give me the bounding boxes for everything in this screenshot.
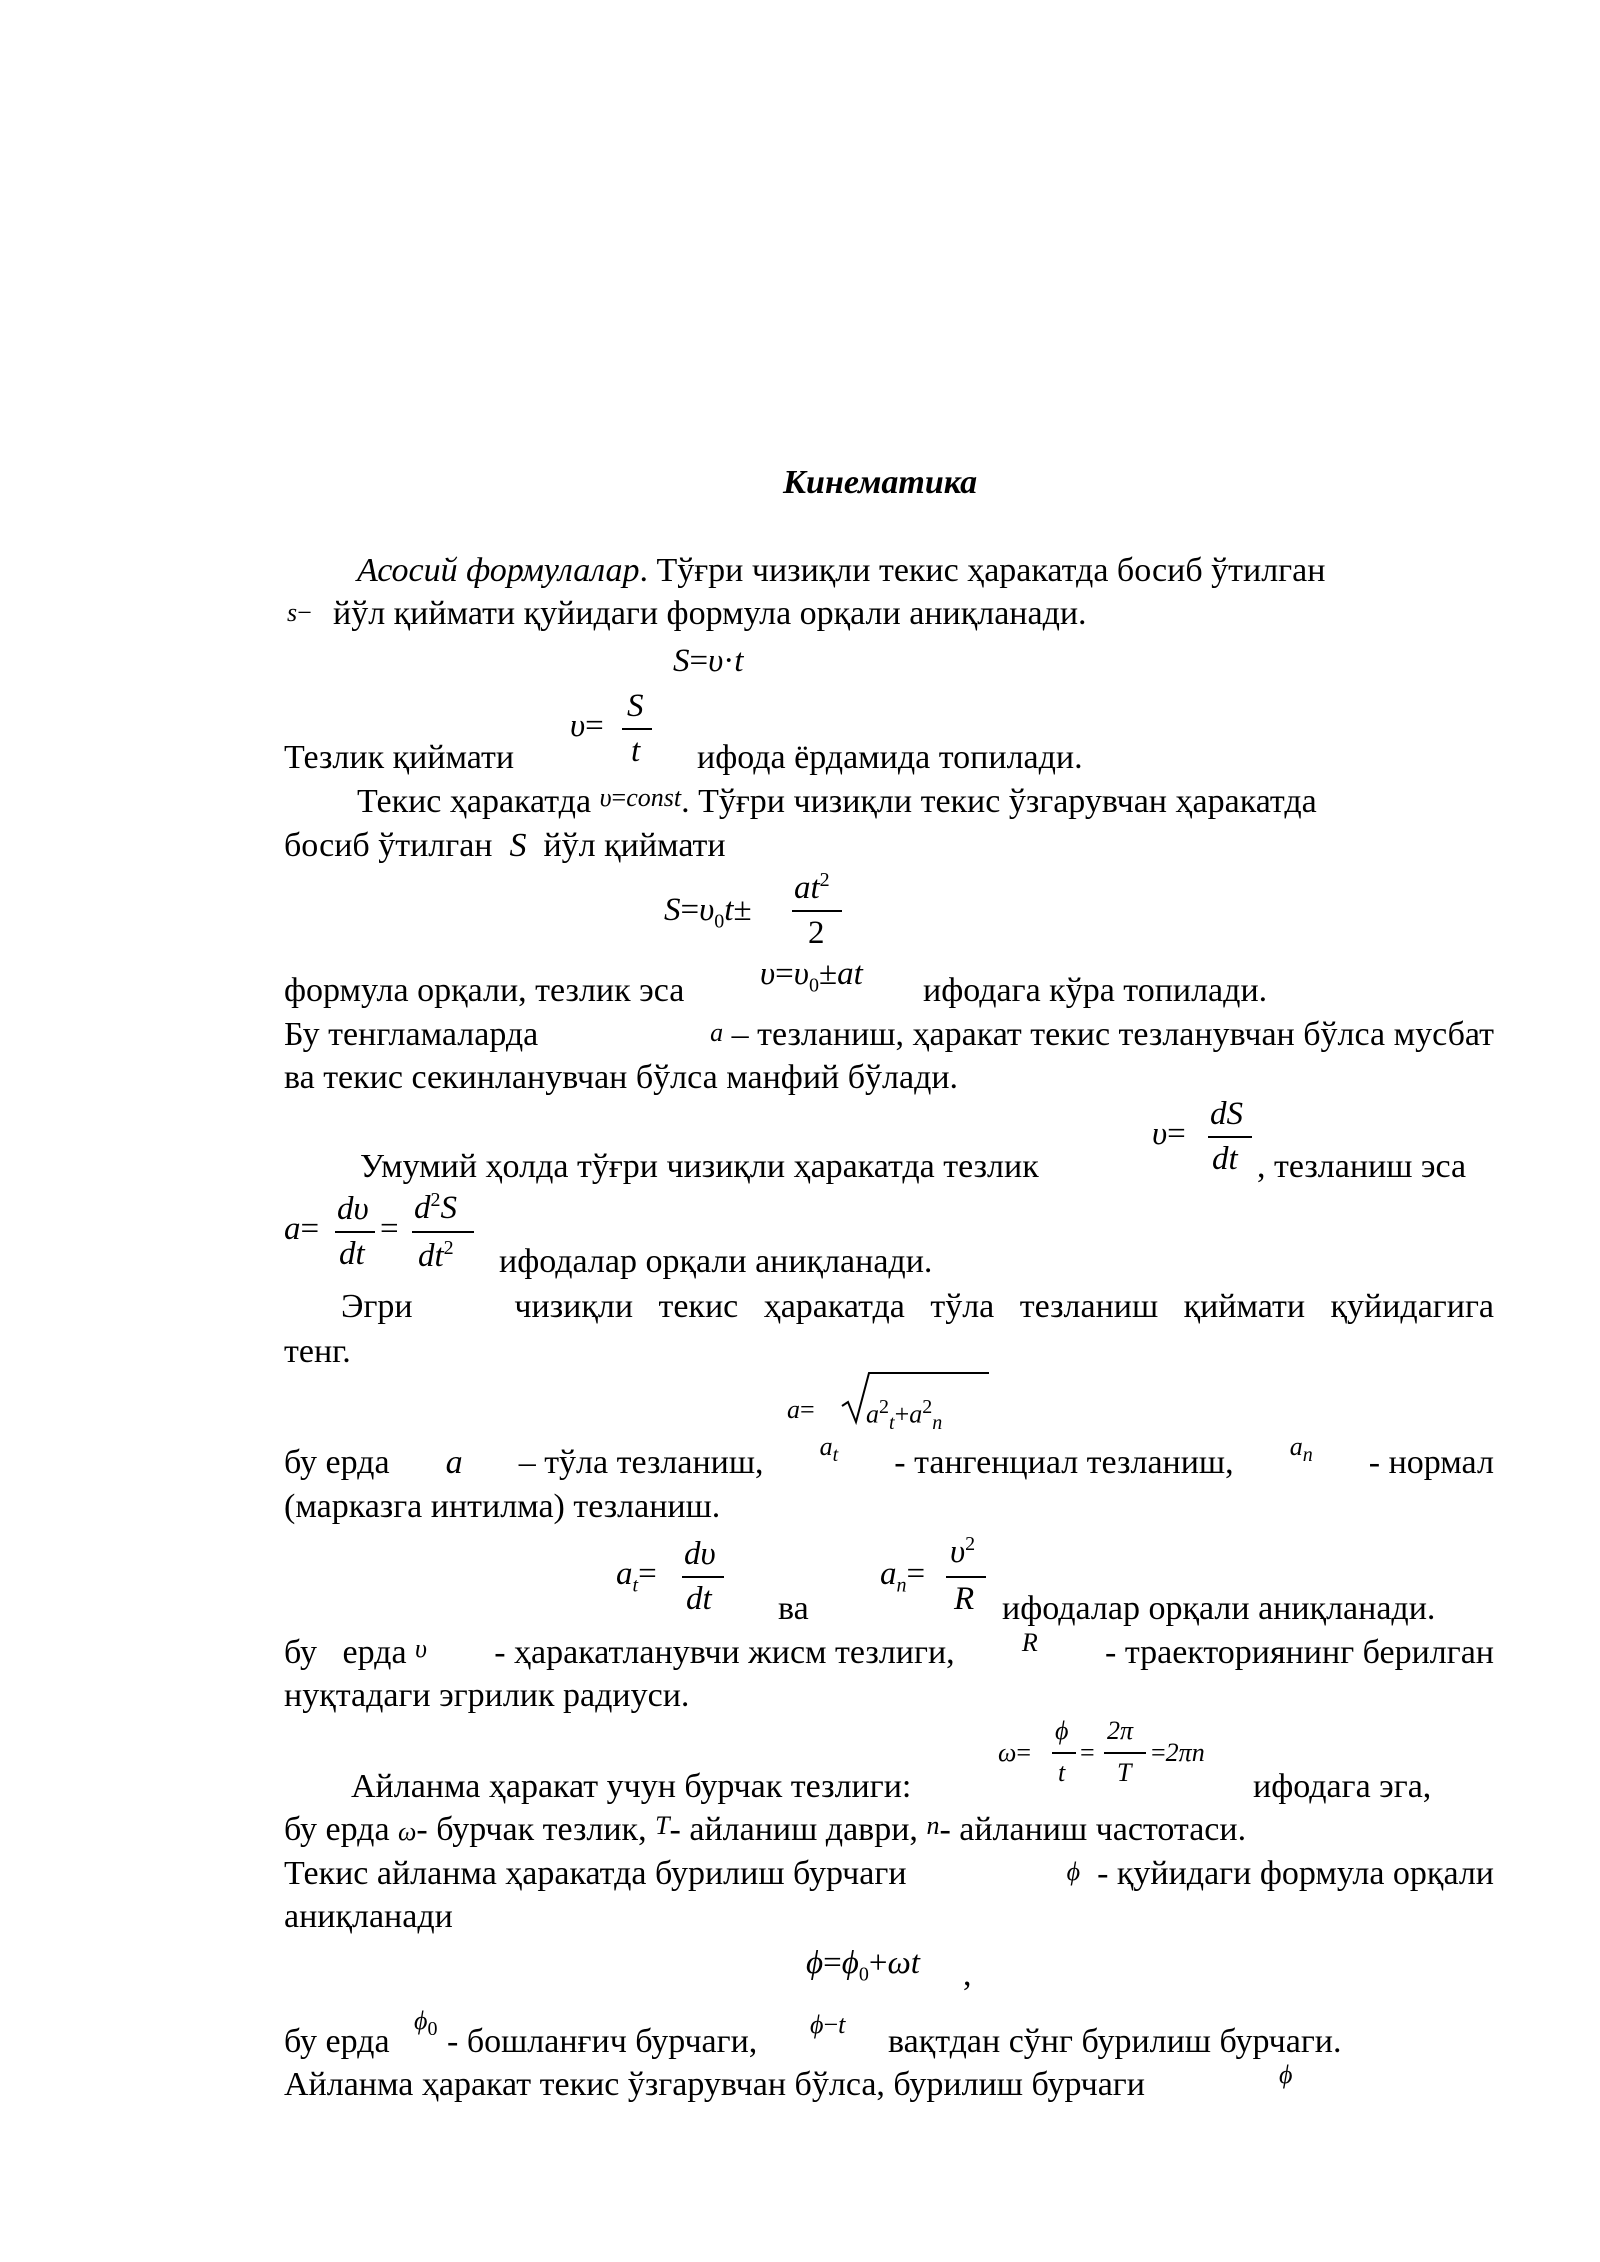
accel-line2: ва текис секинланувчан бўлса манфий бўлади. (284, 1059, 959, 1096)
fraction-bar (622, 728, 652, 730)
phi-line2: аниқланади (284, 1898, 453, 1935)
where-phi-t3: вақтдан сўнг бурилиш бурчаги. (888, 2023, 1342, 2060)
formula-v-ds-dt-eq: υ= (1152, 1116, 1186, 1152)
where-a-line (284, 1432, 1494, 1481)
symbol-s: s− (287, 598, 312, 627)
accel-before: Бу тенгламаларда (284, 1016, 539, 1053)
uniform-line2: босиб ўтилган S йўл қиймати (284, 827, 726, 864)
last-line: Айланма ҳаракат текис ўзгарувчан бўлса, бурилиш бурчаги (284, 2066, 1145, 2103)
para1-text: . Тўғри чизиқли текис ҳаракатда босиб ўтилган (639, 552, 1326, 589)
symbol-phi-last: ϕ (1279, 2060, 1293, 2089)
an-after: ифодалар орқали аниқланади. (1002, 1590, 1436, 1627)
formula-an-num: $\upsilon^2$ (950, 1533, 976, 1570)
symbol-R: R (1021, 1628, 1038, 1657)
symbol-v: υ (415, 1634, 427, 1663)
formula-at2-den: 2 (808, 915, 825, 951)
uniform-line (284, 785, 1494, 819)
page-title: Кинематика (783, 464, 978, 501)
formula-dv-den: dt (339, 1236, 365, 1272)
symbol-n: n (926, 1811, 940, 1840)
formula-sqrt-body: $a^2_t+a^2_n$ (866, 1396, 943, 1434)
phi-before: Текис айланма ҳаракатда бурилиш бурчаги (284, 1855, 907, 1892)
uniform-before: Текис ҳаракатда (357, 783, 592, 820)
formula-eq3: = (1080, 1738, 1095, 1767)
symbol-T: T (655, 1811, 670, 1840)
where-v-t1: бу ерда (284, 1634, 407, 1671)
formula-at-den: dt (686, 1581, 712, 1617)
formula-d2s-den: $dt^2$ (418, 1237, 454, 1274)
where-a-line2: (марказга интилма) тезланиш. (284, 1488, 721, 1525)
where-a-t1: бу ерда (284, 1444, 390, 1481)
speed-after: ифода ёрдамида топилади. (697, 739, 1083, 776)
fraction-bar (1052, 1752, 1076, 1754)
phi-line (284, 1857, 1494, 1891)
fraction-bar (412, 1231, 474, 1233)
where-a-t3: - тангенциал тезланиш, (894, 1444, 1234, 1481)
formula-phi-num: ϕ (1055, 1716, 1069, 1745)
formula-after: ифодага кўра топилади. (923, 972, 1268, 1009)
para1-lead: Асосий формулалар (357, 552, 640, 589)
fraction-bar (946, 1576, 986, 1578)
formula-dv-num: dυ (337, 1191, 369, 1227)
where-v-line (284, 1628, 1494, 1671)
formula-at-num: dυ (684, 1536, 716, 1572)
where-v-t2: - ҳаракатланувчи жисм тезлиги, (494, 1634, 955, 1671)
para1-line2: йўл қиймати қуйидаги формула орқали аниқланади. (333, 595, 1087, 632)
symbol-phi-t: ϕ−t (810, 2010, 846, 2039)
formula-ds-num: dS (1210, 1096, 1243, 1132)
formula-at2-num: $at^2$ (794, 869, 830, 906)
an-mid: ва (778, 1590, 809, 1627)
formula-v-num: S (627, 688, 644, 724)
where-a-a: а (445, 1444, 463, 1481)
symbol-phi: ϕ (1066, 1857, 1081, 1886)
where-v-t3: - траекториянинг берилган (1105, 1634, 1494, 1671)
formula-v-den: t (631, 733, 641, 769)
formula-v-const: υ=const (599, 783, 682, 812)
formula-a-sqrt-lhs: a= (787, 1395, 815, 1424)
formula-omega-eq: ω= (998, 1738, 1032, 1767)
formula-2pi-den: T (1117, 1758, 1132, 1787)
fraction-bar (792, 910, 842, 912)
formula-an-den: R (954, 1581, 975, 1617)
omega-after: ифодага эга, (1253, 1768, 1432, 1805)
where-omega-line: бу ерда ω- бурчак тезлик, T- айланиш даври, n- айланиш частотаси. (284, 1811, 1247, 1848)
formula-at-eq: $a_t=$ (616, 1556, 657, 1597)
where-a-t2: – тўла тезланиш, (518, 1444, 764, 1481)
formula-an-eq: $a_n=$ (880, 1556, 926, 1597)
curve-line2: тенг. (284, 1333, 351, 1370)
speed-before: Тезлик қиймати (284, 739, 515, 776)
uniform-after: . Тўғри чизиқли текис ўзгарувчан ҳаракатда (681, 783, 1317, 820)
symbol-a: a (710, 1018, 724, 1047)
formula-v-eq: υ= (570, 708, 604, 744)
where-a-t4: - нормал (1368, 1444, 1494, 1481)
symbol-at: $a_t$ (819, 1432, 839, 1467)
where-phi-t2: - бошланғич бурчаги, (447, 2023, 758, 2060)
formula-before: формула орқали, тезлик эса (284, 972, 685, 1009)
para1-line1 (357, 554, 1325, 588)
formula-s-vt: S=υ·t (673, 643, 744, 679)
where-v-line2: нуқтадаги эгрилик радиуси. (284, 1677, 690, 1714)
where-phi-t1: бу ерда (284, 2023, 390, 2060)
formula-v-v0-at: $\upsilon=\upsilon_0\pm at$ (760, 956, 863, 997)
general-after: , тезланиш эса (1257, 1148, 1467, 1185)
fraction-bar (682, 1576, 724, 1578)
formula-2pi-num: 2π (1107, 1716, 1134, 1745)
general-text: Умумий ҳолда тўғри чизиқли ҳаракатда тезлик (360, 1148, 1039, 1185)
omega-before: Айланма ҳаракат учун бурчак тезлиги: (351, 1768, 912, 1805)
formula-eq2: = (380, 1211, 399, 1247)
formula-ds-den: dt (1212, 1141, 1238, 1177)
accel-after: – тезланиш, ҳаракат текис тезланувчан бўлса мусбат (731, 1016, 1494, 1053)
formula-phi-t: $\phi=\phi_0+\omega t$ (806, 1945, 920, 1986)
fraction-bar (335, 1231, 375, 1233)
curve-line: Эгри чизиқли текис ҳаракатда тўла тезланиш қиймати қуйидагига (341, 1288, 1494, 1325)
formula-2pin: =2πn (1151, 1738, 1205, 1767)
fraction-bar (1208, 1136, 1252, 1138)
general-line2-after: ифодалар орқали аниқланади. (499, 1243, 933, 1280)
formula-s-accel: $S=\upsilon_0t\pm$ (664, 892, 752, 933)
formula-d2s-num: $d^2S$ (414, 1189, 457, 1226)
fraction-bar (1104, 1752, 1146, 1754)
phi-comma: , (963, 1956, 972, 1993)
phi-after: - қуйидаги формула орқали (1097, 1855, 1494, 1892)
accel-line (284, 1018, 1494, 1052)
formula-a-eq: a= (284, 1211, 320, 1247)
symbol-phi0: $\phi_0$ (414, 2006, 438, 2041)
formula-phi-den: t (1058, 1758, 1066, 1787)
symbol-omega: ω (398, 1817, 417, 1846)
symbol-an: $a_n$ (1289, 1432, 1313, 1467)
